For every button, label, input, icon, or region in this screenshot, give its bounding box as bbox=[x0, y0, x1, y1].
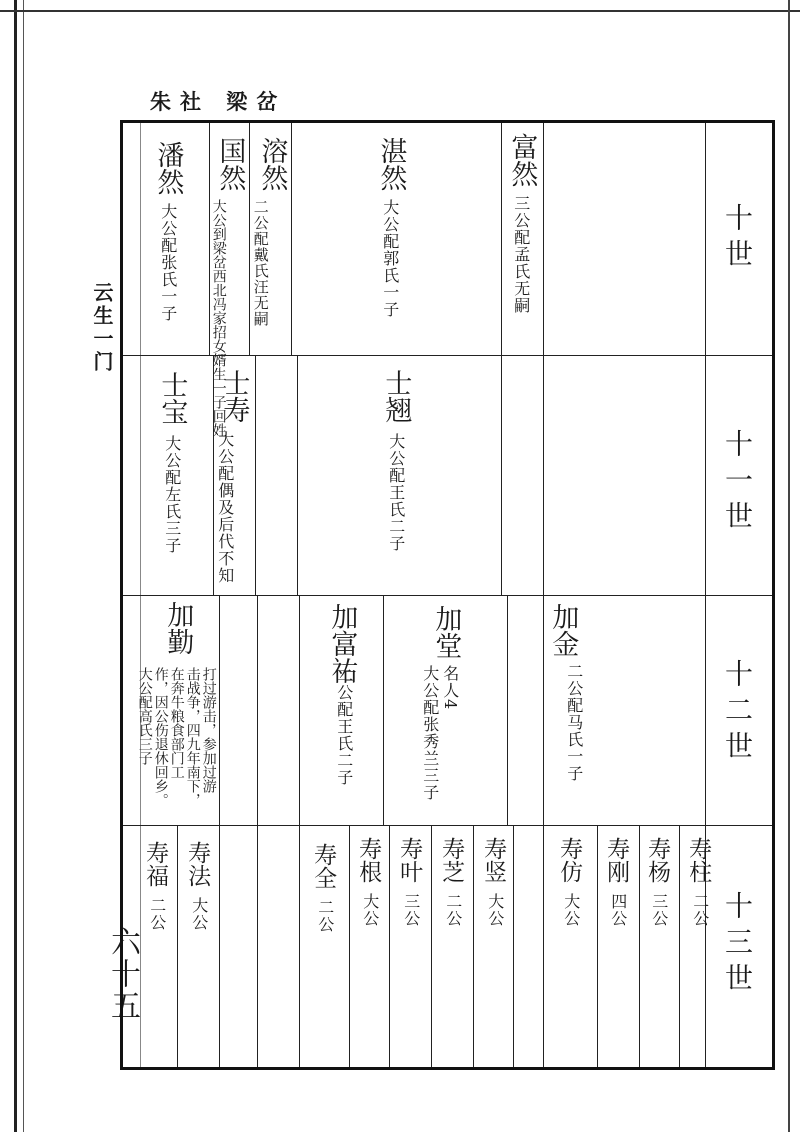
person-note: 大公 bbox=[561, 893, 581, 927]
cell-divider bbox=[543, 355, 544, 595]
person-name: 加金 bbox=[547, 603, 579, 657]
cell-divider bbox=[291, 123, 292, 355]
person-note: 大公到梁岔西北冯家招女婿生一子回姓 bbox=[210, 199, 227, 437]
cell-divider bbox=[299, 595, 300, 825]
cell-divider bbox=[249, 123, 250, 355]
person-note: 二公 bbox=[690, 893, 710, 927]
cell-divider bbox=[257, 825, 258, 1067]
person-name: 加堂 bbox=[430, 605, 462, 659]
cell-divider bbox=[507, 595, 508, 825]
cell-divider bbox=[543, 595, 544, 825]
person-name: 寿法 bbox=[184, 841, 211, 887]
page-number: 六十五 bbox=[105, 926, 140, 1022]
person-note: 大公 bbox=[485, 893, 505, 927]
person-note: 击战争，四九年南下， bbox=[184, 667, 201, 807]
person-name: 士寿 bbox=[218, 369, 250, 423]
cell-divider bbox=[389, 825, 390, 1067]
generation-label: 十二世 bbox=[721, 659, 754, 767]
cell-divider bbox=[219, 595, 220, 825]
person-name: 寿竖 bbox=[480, 837, 507, 883]
person-note: 大公配张氏一子 bbox=[158, 203, 178, 322]
person-name: 国然 bbox=[214, 137, 246, 191]
person-note: 打过游击，参加过游 bbox=[200, 667, 217, 793]
person-name: 寿杨 bbox=[644, 837, 671, 883]
person-name: 寿全 bbox=[310, 843, 337, 889]
person-name: 寿刚 bbox=[603, 837, 630, 883]
person-note: 大公配高氏三子 bbox=[136, 667, 153, 765]
cell-divider bbox=[679, 825, 680, 1067]
cell-divider bbox=[543, 825, 544, 1067]
person-note: 二公配马氏一子 bbox=[564, 663, 584, 782]
person-note: 三公 bbox=[401, 893, 421, 927]
cell-divider bbox=[209, 123, 210, 355]
cell-divider bbox=[501, 355, 502, 595]
person-note: 大公配王氏二子 bbox=[386, 433, 406, 552]
cell-divider bbox=[299, 825, 300, 1067]
person-note: 三公配孟氏无嗣 bbox=[511, 195, 531, 314]
person-note: 大公配左氏三子 bbox=[162, 435, 182, 554]
cell-divider bbox=[501, 123, 502, 355]
person-name: 寿福 bbox=[142, 841, 169, 887]
person-note: 大公配偶及后代不知 bbox=[215, 431, 235, 584]
person-name: 加富祐 bbox=[326, 603, 358, 684]
person-note: 大公配郭氏一子 bbox=[380, 199, 400, 318]
cell-divider bbox=[257, 595, 258, 825]
person-note: 二公 bbox=[443, 893, 463, 927]
scan-edge-left bbox=[14, 0, 24, 1132]
person-name: 寿根 bbox=[355, 837, 382, 883]
scan-edge-top bbox=[0, 10, 800, 12]
cell-divider bbox=[639, 825, 640, 1067]
person-name: 溶然 bbox=[256, 137, 288, 191]
cell-divider bbox=[383, 595, 384, 825]
cell-divider bbox=[349, 825, 350, 1067]
cell-divider bbox=[597, 825, 598, 1067]
generation-label: 十世 bbox=[721, 203, 754, 275]
person-note: 四公 bbox=[608, 893, 628, 927]
cell-divider bbox=[543, 123, 544, 355]
cell-divider bbox=[431, 825, 432, 1067]
person-name: 加勤 bbox=[162, 601, 194, 655]
person-note: 作，因公伤退休回乡。 bbox=[152, 667, 169, 807]
genealogy-table bbox=[120, 120, 775, 1070]
person-note: 三公 bbox=[649, 893, 669, 927]
cell-divider bbox=[177, 825, 178, 1067]
person-name: 士翘 bbox=[380, 369, 412, 423]
scan-edge-right bbox=[788, 0, 790, 1132]
generation-label: 十三世 bbox=[721, 891, 754, 999]
person-name: 富然 bbox=[506, 133, 538, 187]
person-note: 大公 bbox=[360, 893, 380, 927]
cell-divider bbox=[513, 825, 514, 1067]
page-header: 朱社 梁岔 bbox=[150, 89, 287, 114]
person-note: 名人4 bbox=[440, 665, 460, 711]
person-name: 寿叶 bbox=[396, 837, 423, 883]
person-note: 在奔牛粮食部门工 bbox=[168, 667, 185, 779]
row-divider bbox=[123, 825, 772, 826]
person-name: 寿柱 bbox=[685, 837, 712, 883]
generation-label: 十一世 bbox=[721, 429, 754, 537]
cell-divider bbox=[297, 355, 298, 595]
person-name: 湛然 bbox=[375, 137, 407, 191]
person-name: 潘然 bbox=[152, 141, 184, 195]
cell-divider bbox=[255, 355, 256, 595]
cell-divider bbox=[473, 825, 474, 1067]
person-name: 士宝 bbox=[156, 371, 188, 425]
cell-divider bbox=[219, 825, 220, 1067]
person-note: 二公配王氏二子 bbox=[334, 667, 354, 786]
person-note: 大公配张秀兰三子 bbox=[420, 665, 440, 801]
branch-label: 云生一门 bbox=[90, 282, 114, 374]
row-divider bbox=[123, 595, 772, 596]
person-note: 二公配戴氏汪无嗣 bbox=[251, 199, 270, 327]
person-note: 二公 bbox=[315, 899, 335, 933]
person-name: 寿芝 bbox=[438, 837, 465, 883]
person-name: 寿仿 bbox=[556, 837, 583, 883]
person-note: 大公 bbox=[189, 897, 209, 931]
person-note: 二公 bbox=[147, 897, 167, 931]
